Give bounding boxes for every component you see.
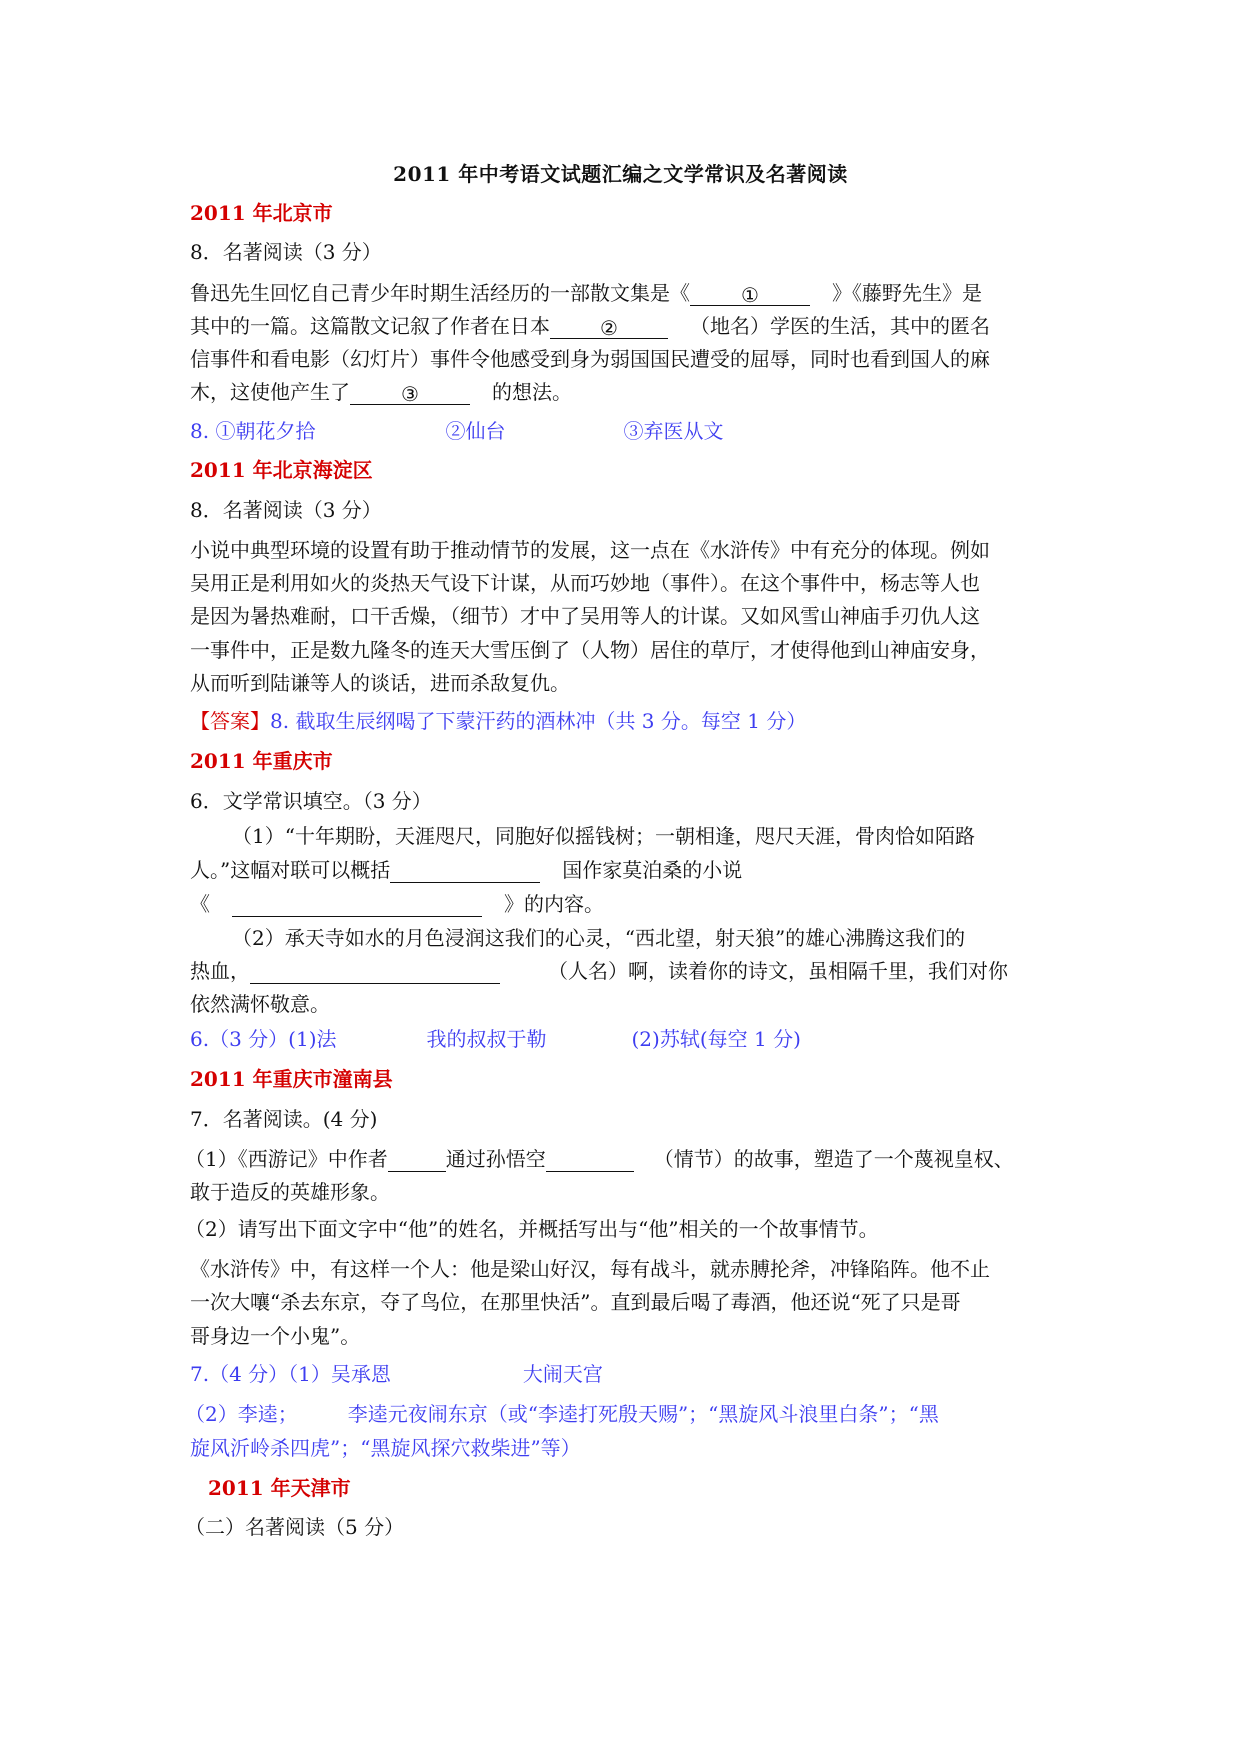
paragraph-line [190, 854, 742, 883]
question-heading: 8．名著阅读（3 分） [190, 498, 382, 522]
paragraph-line: 信事件和看电影（幻灯片）事件令他感受到身为弱国国民遭受的屈辱，同时也看到国人的麻 [190, 347, 990, 371]
answer-text: 6.（3 分）(1)法 [190, 1027, 337, 1051]
answer-text: 7.（4 分）（1）吴承恩 [190, 1362, 391, 1386]
answer-text: （2）李逵； [185, 1402, 298, 1426]
text-span: （情节）的故事，塑造了一个蔑视皇权、 [653, 1147, 1014, 1171]
paragraph-line [190, 376, 572, 405]
paragraph-line: 敢于造反的英雄形象。 [190, 1180, 390, 1204]
answer-text: ②仙台 [445, 419, 506, 443]
answer-tag: 【答案】 [190, 709, 270, 733]
section-region-beijing: 2011 年北京市 [190, 201, 333, 225]
fill-blank-plot [546, 1149, 634, 1172]
paragraph-line [190, 277, 982, 306]
paragraph-line: 一事件中，正是数九隆冬的连天大雪压倒了（人物）居住的草厅，才使得他到山神庙安身， [190, 638, 990, 662]
paragraph-line: 《水浒传》中，有这样一个人：他是梁山好汉，每有战斗，就赤膊抡斧，冲锋陷阵。他不止 [190, 1257, 990, 1281]
text-span: （1）《西游记》中作者 [185, 1147, 388, 1171]
paragraph-line [190, 955, 1008, 984]
paragraph-line: 从而听到陆谦等人的谈话，进而杀敌复仇。 [190, 671, 570, 695]
section-region-tongnan: 2011 年重庆市潼南县 [190, 1067, 393, 1091]
fill-blank-author [388, 1149, 446, 1172]
text-span: 热血， [190, 959, 250, 983]
answer-line [190, 1358, 603, 1387]
answer-text: 我的叔叔于勒 [426, 1027, 547, 1051]
text-span: 》《藤野先生》是 [832, 281, 982, 305]
fill-blank-country [390, 860, 540, 883]
paragraph-line: 小说中典型环境的设置有助于推动情节的发展，这一点在《水浒传》中有充分的体现。例如 [190, 538, 990, 562]
paragraph-line [190, 888, 604, 917]
fill-blank-novel [232, 894, 482, 917]
paragraph-line: （1）“十年期盼，天涯咫尺，同胞好似摇钱树；一朝相逢，咫尺天涯，骨肉恰如陌路 [232, 824, 975, 848]
paragraph-line: （2）请写出下面文字中“他”的姓名，并概括写出与“他”相关的一个故事情节。 [185, 1217, 879, 1241]
answer-line [185, 1398, 939, 1427]
section-region-haidian: 2011 年北京海淀区 [190, 458, 373, 482]
answer-text: ③弃医从文 [623, 419, 724, 443]
paragraph-line: 吴用正是利用如火的炎热天气设下计谋，从而巧妙地（事件）。在这个事件中，杨志等人也 [190, 571, 980, 595]
section-region-chongqing: 2011 年重庆市 [190, 749, 333, 773]
fill-blank-3: ③ [350, 382, 470, 405]
answer-text: 8. ①朝花夕拾 [190, 419, 316, 443]
answer-line [190, 1023, 801, 1052]
answer-text: 大闹天宫 [522, 1362, 603, 1386]
text-span: 通过孙悟空 [445, 1147, 546, 1171]
paragraph-line: 哥身边一个小鬼”。 [190, 1324, 361, 1348]
text-span: 木，这使他产生了 [190, 380, 350, 404]
fill-blank-person [250, 961, 500, 984]
answer-line [190, 705, 806, 734]
text-span: 的想法。 [492, 380, 572, 404]
question-heading: 8．名著阅读（3 分） [190, 240, 382, 264]
paragraph-line: （2）承天寺如水的月色浸润这我们的心灵，“西北望，射天狼”的雄心沸腾这我们的 [232, 926, 966, 950]
text-span: 》的内容。 [504, 892, 604, 916]
paragraph-line: 依然满怀敬意。 [190, 992, 330, 1016]
text-span: 鲁迅先生回忆自己青少年时期生活经历的一部散文集是《 [190, 281, 690, 305]
text-span: （人名）啊，读着你的诗文，虽相隔千里，我们对你 [548, 959, 1008, 983]
answer-text: 李逵元夜闹东京（或“李逵打死殷天赐”；“黑旋风斗浪里白条”；“黑 [347, 1402, 939, 1426]
question-heading: 6．文学常识填空。（3 分） [190, 789, 432, 813]
answer-line: 旋风沂岭杀四虎”；“黑旋风探穴救柴进”等） [190, 1436, 581, 1460]
answer-text: (2)苏轼(每空 1 分) [631, 1027, 801, 1051]
paragraph-line: 一次大嚷“杀去东京，夺了鸟位，在那里快活”。直到最后喝了毒酒，他还说“死了只是哥 [190, 1290, 961, 1314]
fill-blank-2: ② [550, 316, 668, 339]
section-region-tianjin: 2011 年天津市 [208, 1476, 351, 1500]
paragraph-line: 是因为暑热难耐，口干舌燥，（细节）才中了吴用等人的计谋。又如风雪山神庙手刃仇人这 [190, 604, 980, 628]
fill-blank-1: ① [690, 283, 810, 306]
paragraph-line [190, 310, 990, 339]
text-span: 人。”这幅对联可以概括 [190, 858, 391, 882]
text-span: 《 [190, 892, 210, 916]
text-span: 国作家莫泊桑的小说 [562, 858, 743, 882]
text-span: （地名）学医的生活，其中的匿名 [690, 314, 990, 338]
question-heading: 7．名著阅读。(4 分) [190, 1107, 378, 1131]
text-span: 其中的一篇。这篇散文记叙了作者在日本 [190, 314, 550, 338]
paragraph-line [185, 1143, 1014, 1172]
answer-line [190, 415, 723, 444]
question-heading: （二）名著阅读（5 分） [185, 1515, 405, 1539]
document-title: 2011 年中考语文试题汇编之文学常识及名著阅读 [393, 162, 848, 186]
answer-text: 8. 截取生辰纲喝了下蒙汗药的酒林冲（共 3 分。每空 1 分） [270, 709, 807, 733]
